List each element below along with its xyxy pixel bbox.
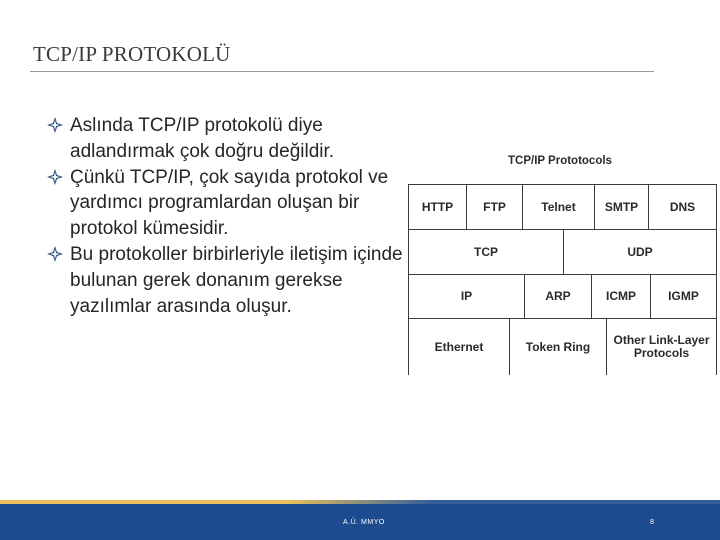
diamond-bullet-icon	[47, 117, 63, 133]
protocol-cell-other-link-layer: Other Link-Layer Protocols	[606, 318, 717, 375]
page-number: 8	[650, 519, 655, 526]
protocol-cell-tcp: TCP	[408, 229, 564, 275]
bullet-text: Çünkü TCP/IP, çok sayıda protokol ve yardımcı programlardan oluşan bir protokol kümesidir.	[70, 166, 389, 240]
bullet-text: Bu protokoller birbirleriyle iletişim içinde bulunan gerek donanım gerekse yazılımlar arasında oluşur.	[70, 243, 403, 317]
bullet-item	[46, 242, 416, 319]
bullet-item	[46, 165, 416, 242]
protocol-cell-dns: DNS	[648, 184, 717, 230]
protocol-cell-arp: ARP	[524, 274, 592, 319]
protocol-cell-ip: IP	[408, 274, 525, 319]
protocol-cell-smtp: SMTP	[594, 184, 649, 230]
protocol-cell-ethernet: Ethernet	[408, 318, 510, 375]
footer-center-text: A.Ü. MMYO	[343, 519, 385, 526]
bullet-item	[46, 113, 416, 165]
protocol-cell-ftp: FTP	[466, 184, 523, 230]
protocol-cell-http: HTTP	[408, 184, 467, 230]
tcpip-protocol-diagram	[408, 153, 718, 375]
protocol-cell-icmp: ICMP	[591, 274, 651, 319]
diagram-title: TCP/IP Prototocols	[508, 155, 612, 167]
bullet-text: Aslında TCP/IP protokolü diye adlandırmak çok doğru değildir.	[70, 115, 335, 162]
slide-title: TCP/IP PROTOKOLÜ	[33, 42, 231, 66]
diamond-bullet-icon	[47, 246, 63, 262]
protocol-cell-token-ring: Token Ring	[509, 318, 607, 375]
diamond-bullet-icon	[47, 169, 63, 185]
title-divider	[30, 71, 654, 72]
protocol-cell-igmp: IGMP	[650, 274, 717, 319]
protocol-cell-telnet: Telnet	[522, 184, 595, 230]
bullet-list	[46, 113, 416, 319]
protocol-cell-udp: UDP	[563, 229, 717, 275]
